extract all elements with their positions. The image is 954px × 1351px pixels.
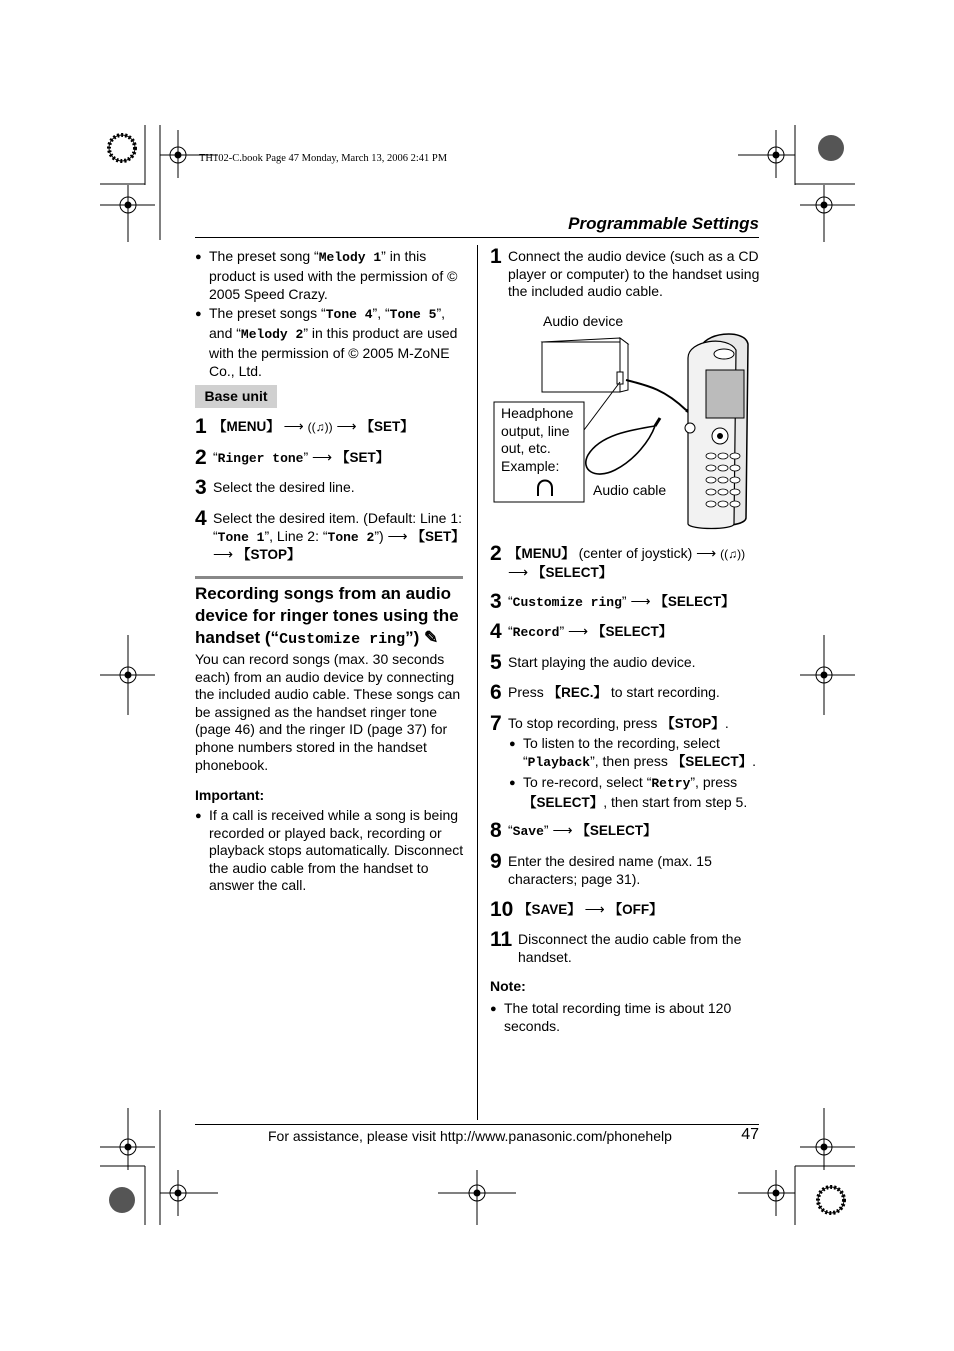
intro-paragraph: You can record songs (max. 30 seconds each) from an audio device by connecting the included audio cable. These songs can be assigned as the handset ringer tone (page 46) and the ringer ID (page 37) for phone numbers stored in the handset phonebook.: [195, 651, 461, 773]
important-label: Important:: [195, 787, 265, 803]
list-item: ● The total recording time is about 120 seconds.: [490, 1000, 732, 1034]
note-label: Note:: [490, 978, 526, 994]
ringer-icon: ((♫)): [720, 547, 746, 561]
figure-label-audio-device: Audio device: [543, 313, 624, 329]
step-1: 1 【MENU】 ⟶ ((♫)) ⟶ 【SET】: [195, 415, 414, 438]
column-divider: [477, 245, 478, 1120]
list-item: ● To listen to the recording, select “Playback”, then press 【SELECT】.: [509, 735, 756, 770]
step-5: 5 Start playing the audio device.: [490, 651, 696, 674]
list-item: ● To re-record, select “Retry”, press 【SELECT】, then start from step 5.: [509, 774, 748, 810]
footer-assistance: For assistance, please visit http://www.panasonic.com/phonehelp: [268, 1128, 672, 1144]
step-7: 7 To stop recording, press 【STOP】.: [490, 712, 729, 735]
figure-label-audio-cable: Audio cable: [593, 482, 667, 498]
ringer-icon: ((♫)): [307, 420, 333, 434]
print-header: TH102-C.book Page 47 Monday, March 13, 2006 2:41 PM: [199, 153, 448, 164]
footer-rule: [195, 1124, 759, 1125]
step-2: 2 【MENU】 (center of joystick) ⟶ ((♫)) ⟶ 【SELECT】: [490, 542, 746, 580]
step-8: 8 “Save” ⟶ 【SELECT】: [490, 819, 657, 842]
list-item: ● The preset song “Melody 1” in this product is used with the permission of © 2005 Speed Crazy.: [195, 248, 458, 302]
step-9: 9 Enter the desired name (max. 15 characters; page 31).: [490, 850, 712, 887]
step-2: 2 “Ringer tone” ⟶ 【SET】: [195, 446, 390, 469]
step-4: 4 “Record” ⟶ 【SELECT】: [490, 620, 673, 643]
figure-label-headphone: Headphone output, line out, etc. Example:: [501, 405, 574, 474]
section-heading: Recording songs from an audio device for ringer tones using the handset (“Customize ring”) ✎: [195, 584, 459, 648]
header-rule: [195, 237, 759, 238]
step-1: 1 Connect the audio device (such as a CD player or computer) to the handset using the included audio cable.: [490, 245, 760, 299]
heading-rule: [195, 576, 463, 579]
list-item: ● If a call is received while a song is being recorded or played back, recording or playback stops automatically. Disconnect the audio cable from the handset to answer the call.: [195, 807, 464, 894]
handset-icon: ✎: [424, 628, 439, 647]
step-6: 6 Press 【REC.】 to start recording.: [490, 681, 720, 704]
step-3: 3 “Customize ring” ⟶ 【SELECT】: [490, 590, 735, 613]
step-4: 4 Select the desired item. (Default: Line 1: “Tone 1”, Line 2: “Tone 2”) ⟶ 【SET】 ⟶ 【STOP】: [195, 507, 465, 562]
step-10: 10 【SAVE】 ⟶ 【OFF】: [490, 898, 663, 921]
step-3: 3 Select the desired line.: [195, 476, 355, 499]
base-unit-label: Base unit: [195, 385, 277, 408]
page-number: 47: [741, 1126, 759, 1143]
list-item: ● The preset songs “Tone 4”, “Tone 5”, and “Melody 2” in this product are used with the permission of © 2005 M-ZoNE Co., Ltd.: [195, 305, 458, 379]
step-11: 11 Disconnect the audio cable from the handset.: [490, 928, 742, 965]
section-title: Programmable Settings: [568, 214, 759, 233]
